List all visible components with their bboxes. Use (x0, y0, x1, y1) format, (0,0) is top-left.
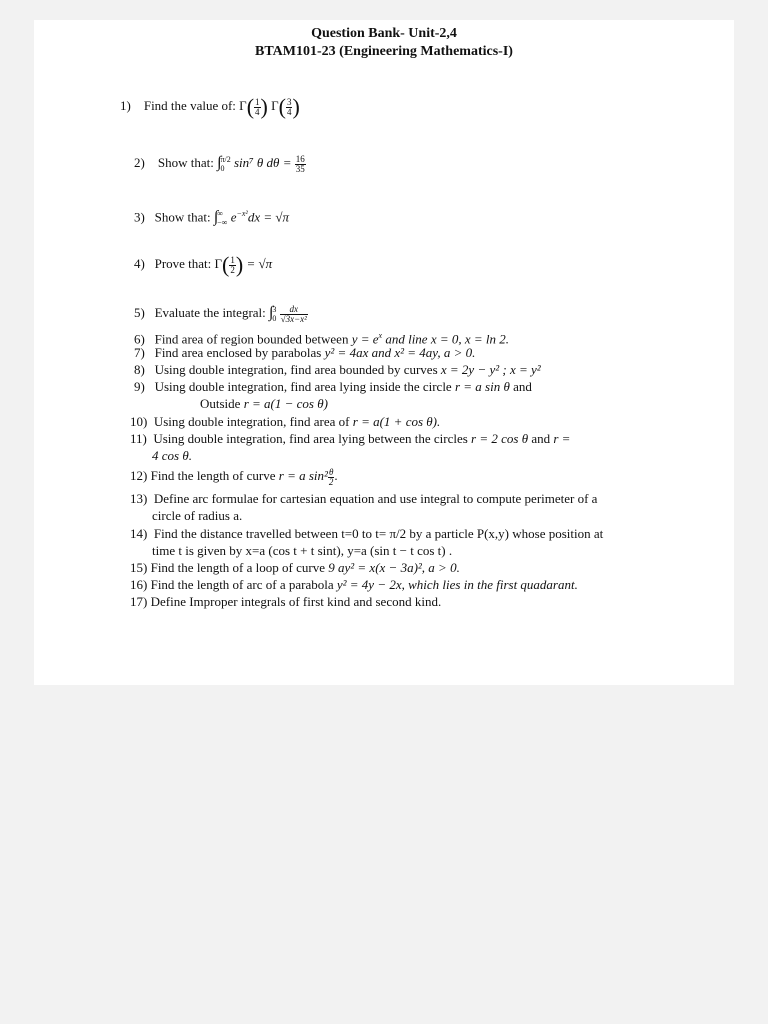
question-2: 2) Show that: ∫ π/2 0 sin⁷ θ dθ = $\frac{16}{35}$ (134, 153, 305, 174)
question-11: 11) Using double integration, find area lying between the circles r = 2 cos θ and r = (130, 431, 571, 446)
question-1: 1) Find the value of: Γ( $\frac{1}{4}$ ) Γ( $\frac{3}{4}$ ) (120, 94, 300, 119)
question-14: 14) Find the distance travelled between t=0 to t= π/2 by a particle P(x,y) whose position at (130, 526, 604, 541)
question-4: 4) Prove that: Γ( $\frac{1}{2}$ ) = √π (134, 252, 273, 277)
question-7: 7) Find area enclosed by parabolas y² = 4ax and x² = 4ay, a > 0. (134, 345, 476, 360)
question-8: 8) Using double integration, find area bounded by curves x = 2y − y² ; x = y² (134, 362, 541, 377)
question-15: 15) Find the length of a loop of curve 9 ay² = x(x − 3a)², a > 0. (130, 560, 460, 575)
question-11-continued: 4 cos θ. (152, 448, 192, 463)
question-9: 9) Using double integration, find area lying inside the circle r = a sin θ and (134, 379, 532, 394)
document-page (34, 20, 734, 685)
question-16: 16) Find the length of arc of a parabola y² = 4y − 2x, which lies in the first quadarant. (130, 577, 578, 592)
question-6: 6) Find area of region bounded between $y = e^x$ and line x = 0, x = ln 2. (134, 331, 510, 347)
question-17: 17) Define Improper integrals of first kind and second kind. (130, 594, 442, 609)
question-13: 13) Define arc formulae for cartesian equation and use integral to compute perimeter of a (130, 491, 598, 506)
document-subtitle: BTAM101-23 (Engineering Mathematics-I) (255, 44, 513, 59)
question-5: 5) Evaluate the integral: ∫ 3 0 $\frac{dx}{\text{√3x−x²}}$ (134, 303, 307, 324)
question-13-continued: circle of radius a. (152, 508, 243, 523)
question-12: 12) Find the length of curve r = a sin² $\frac{\theta}{2}$ . (130, 466, 338, 487)
question-3: 3) Show that: ∫ ∞ −∞ $e^{-x^2}dx = √\pi$ (134, 208, 290, 228)
question-9-continued: Outside r = a(1 − cos θ) (200, 396, 328, 411)
document-title: Question Bank- Unit-2,4 (311, 26, 457, 41)
question-14-continued: time t is given by x=a (cos t + t sint), y=a (sin t − t cos t) . (152, 543, 453, 558)
question-10: 10) Using double integration, find area of r = a(1 + cos θ). (130, 414, 441, 429)
